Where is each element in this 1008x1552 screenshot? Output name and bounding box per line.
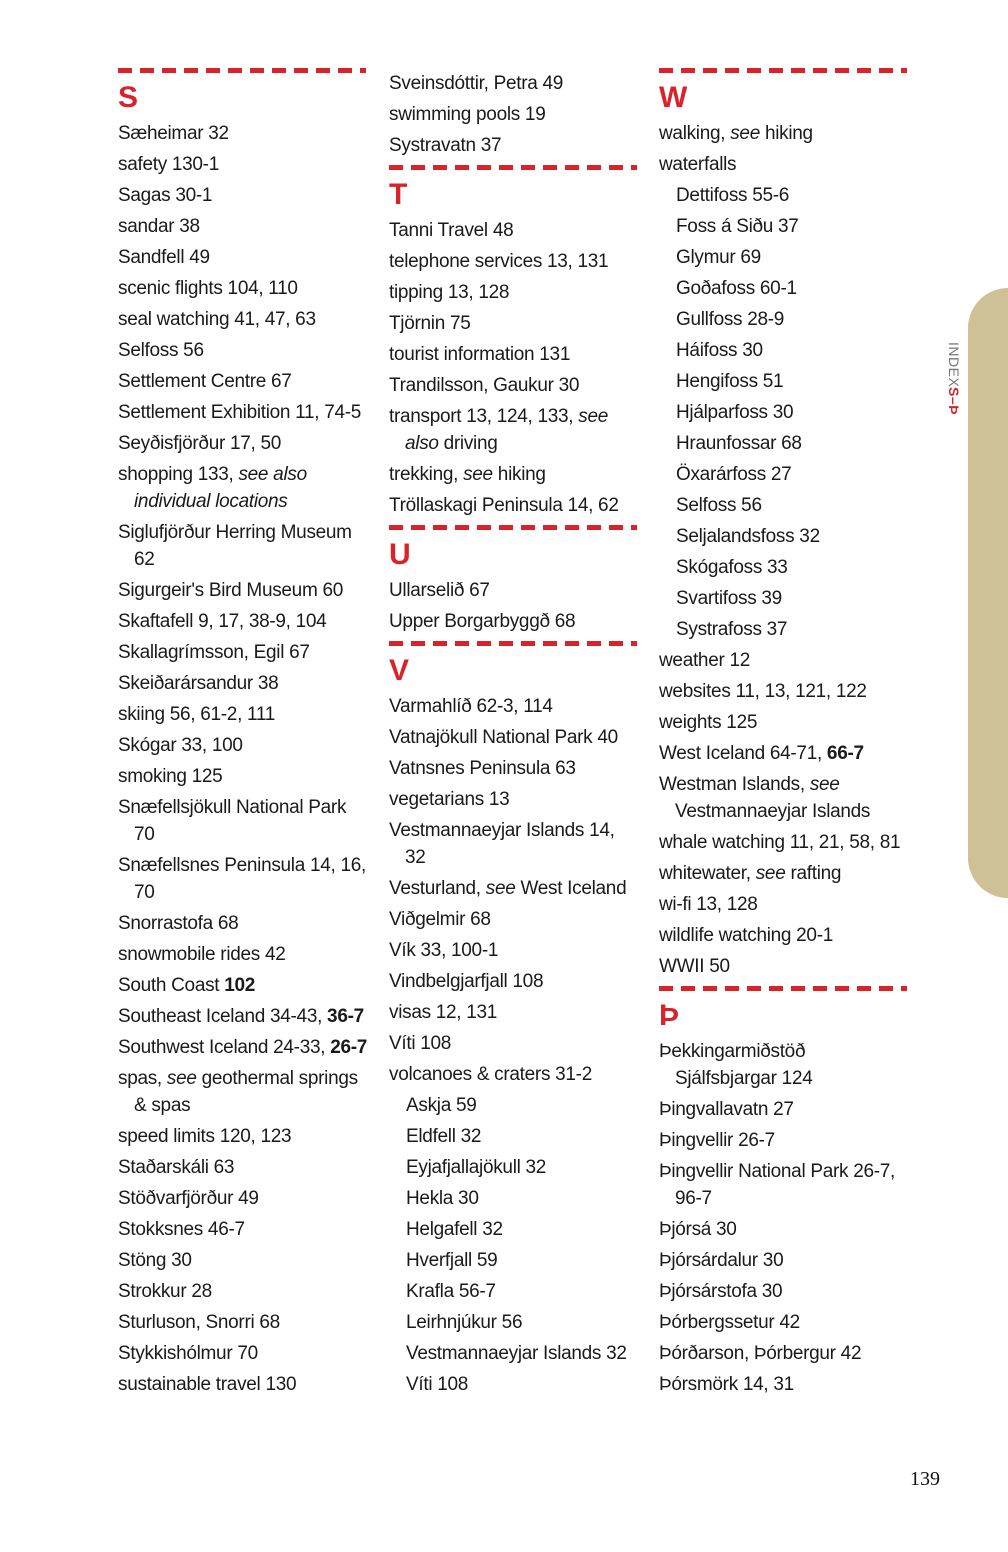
entry-text-part: trekking, [389, 464, 464, 485]
index-subentry: Hraunfossar 68 [676, 433, 802, 454]
index-subentry: Systrafoss 37 [676, 619, 788, 640]
section-letter: V [389, 654, 410, 687]
index-entry [389, 403, 639, 457]
index-entry: skiing 56, 61-2, 111 [118, 704, 276, 725]
index-subentry: Helgafell 32 [406, 1219, 503, 1240]
entry-text-part: 26-7 [330, 1037, 368, 1058]
entry-text-part: transport 13, 124, 133, [389, 406, 579, 427]
entry-text-part: whitewater, [659, 863, 756, 884]
index-subentry: Goðafoss 60-1 [676, 278, 797, 299]
index-entry: scenic flights 104, 110 [118, 278, 298, 299]
index-subentry: Foss á Siðu 37 [676, 216, 799, 237]
index-entry [118, 1003, 368, 1030]
entry-text-part: see [485, 878, 516, 899]
index-subentry: Eldfell 32 [406, 1126, 482, 1147]
index-entry: weights 125 [659, 712, 758, 733]
index-entry: Ullarselið 67 [389, 580, 490, 601]
entry-text-part: spas, [118, 1068, 167, 1089]
section-divider [389, 641, 637, 646]
index-subentry: Víti 108 [406, 1374, 469, 1395]
index-entry: weather 12 [659, 650, 751, 671]
section-divider [389, 525, 637, 530]
index-entry: Þórsmörk 14, 31 [659, 1374, 794, 1395]
entry-text-part: Southwest Iceland 24-33, [118, 1037, 331, 1058]
index-entry: sandar 38 [118, 216, 200, 237]
index-entry: tourist information 131 [389, 344, 571, 365]
entry-text-part: rafting [785, 863, 842, 884]
entry-text-part: West Iceland 64-71, [659, 743, 827, 764]
index-entry [389, 461, 639, 488]
entry-text-part: Vestmannaeyjar Islands [675, 801, 871, 822]
index-entry [659, 771, 909, 825]
index-column-3 [659, 62, 909, 1398]
index-entry: Þingvellir National Park 26-7, 96-7 [659, 1161, 896, 1209]
index-entry: Vatnajökull National Park 40 [389, 727, 618, 748]
index-entry: Vestmannaeyjar Islands 14, 32 [389, 820, 615, 868]
page-number: 139 [910, 1468, 940, 1490]
index-subentry: Gullfoss 28-9 [676, 309, 785, 330]
index-entry: Settlement Exhibition 11, 74-5 [118, 402, 362, 423]
index-entry: vegetarians 13 [389, 789, 510, 810]
section-letter: S [118, 81, 139, 114]
index-entry: Tjörnin 75 [389, 313, 471, 334]
index-entry: Snæfellsjökull National Park 70 [118, 797, 347, 845]
index-subentry: Selfoss 56 [676, 495, 762, 516]
index-entry: Viðgelmir 68 [389, 909, 491, 930]
index-subentry: Háifoss 30 [676, 340, 763, 361]
index-entry: Staðarskáli 63 [118, 1157, 235, 1178]
index-entry: Stykkishólmur 70 [118, 1343, 258, 1364]
index-entry: Selfoss 56 [118, 340, 204, 361]
entry-text-part: hiking [759, 123, 813, 144]
index-entry: Vík 33, 100-1 [389, 940, 499, 961]
index-entry: Vatnsnes Peninsula 63 [389, 758, 576, 779]
index-entry: speed limits 120, 123 [118, 1126, 292, 1147]
index-subentry: Vestmannaeyjar Islands 32 [406, 1343, 627, 1364]
section-letter: Þ [659, 999, 680, 1032]
index-subentry: Askja 59 [406, 1095, 477, 1116]
index-entry: Sturluson, Snorri 68 [118, 1312, 280, 1333]
index-entry: Snorrastofa 68 [118, 913, 239, 934]
index-entry: volcanoes & craters 31-2 [389, 1064, 592, 1085]
index-subentry: Öxarárfoss 27 [676, 464, 792, 485]
index-entry: Skallagrímsson, Egil 67 [118, 642, 310, 663]
entry-text-part: 66-7 [826, 743, 864, 764]
entry-text-part: driving [438, 433, 498, 454]
entry-text-part: see [166, 1068, 197, 1089]
index-entry: websites 11, 13, 121, 122 [659, 681, 867, 702]
index-entry: tipping 13, 128 [389, 282, 510, 303]
entry-text-part: Westman Islands, [659, 774, 810, 795]
index-entry: whale watching 11, 21, 58, 81 [659, 832, 901, 853]
entry-text-part: geothermal springs & spas [134, 1068, 358, 1116]
index-subentry: Glymur 69 [676, 247, 761, 268]
index-entry [118, 1065, 368, 1119]
entry-text-part: South Coast [118, 975, 225, 996]
index-entry: Stöng 30 [118, 1250, 192, 1271]
index-subentry: Dettifoss 55-6 [676, 185, 790, 206]
section-letter: W [659, 81, 688, 114]
index-entry: Tanni Travel 48 [389, 220, 514, 241]
index-entry: Snæfellsnes Peninsula 14, 16, 70 [118, 855, 366, 903]
section-divider [659, 68, 907, 73]
index-subentry: Leirhnjúkur 56 [406, 1312, 523, 1333]
index-entry [118, 972, 368, 999]
index-entry: Skeiðarársandur 38 [118, 673, 279, 694]
entry-text-part: see [730, 123, 760, 144]
index-entry: Stöðvarfjörður 49 [118, 1188, 259, 1209]
section-divider [118, 68, 366, 73]
index-entry: Þekkingarmiðstöð Sjálfsbjargar 124 [659, 1041, 813, 1089]
entry-text-part: 36-7 [327, 1006, 364, 1027]
index-subentry: Seljalandsfoss 32 [676, 526, 820, 547]
tab-range-label: S–Þ [946, 387, 962, 416]
index-entry: Þjórsá 30 [659, 1219, 737, 1240]
index-subentry: Hengifoss 51 [676, 371, 784, 392]
entry-text-part: walking, [659, 123, 731, 144]
entry-text-part: shopping 133, [118, 464, 239, 485]
index-entry: Sandfell 49 [118, 247, 210, 268]
section-letter: U [389, 538, 411, 571]
index-entry: Þingvallavatn 27 [659, 1099, 794, 1120]
index-entry: Strokkur 28 [118, 1281, 212, 1302]
index-entry [389, 875, 639, 902]
index-subentry: Hjálparfoss 30 [676, 402, 794, 423]
section-divider [659, 986, 907, 991]
index-entry: Tröllaskagi Peninsula 14, 62 [389, 495, 619, 516]
index-entry [659, 120, 909, 147]
entry-text-part: hiking [492, 464, 546, 485]
entry-text-part: 102 [224, 975, 256, 996]
section-tab-label [932, 342, 962, 442]
index-entry: wi-fi 13, 128 [659, 894, 758, 915]
index-entry: Sigurgeir's Bird Museum 60 [118, 580, 343, 601]
index-entry: Varmahlíð 62-3, 114 [389, 696, 553, 717]
index-entry: Þjórsárstofa 30 [659, 1281, 783, 1302]
entry-text-part: see [463, 464, 493, 485]
entry-text-part: see also [405, 406, 609, 454]
index-entry: Seyðisfjörður 17, 50 [118, 433, 281, 454]
index-entry [659, 740, 909, 767]
index-entry: seal watching 41, 47, 63 [118, 309, 316, 330]
index-entry: Siglufjörður Herring Museum 62 [118, 522, 352, 570]
index-entry: Þingvellir 26-7 [659, 1130, 775, 1151]
section-letter: T [389, 178, 408, 211]
index-entry: Sveinsdóttir, Petra 49 [389, 73, 564, 94]
index-subentry: Eyjafjallajökull 32 [406, 1157, 547, 1178]
index-entry: Þórðarson, Þórbergur 42 [659, 1343, 862, 1364]
entry-text-part: see [755, 863, 786, 884]
index-entry: Vindbelgjarfjall 108 [389, 971, 544, 992]
index-entry: Stokksnes 46-7 [118, 1219, 245, 1240]
entry-text-part: Southeast Iceland 34-43, [118, 1006, 328, 1027]
index-entry: Systravatn 37 [389, 135, 502, 156]
index-entry: Sagas 30-1 [118, 185, 213, 206]
index-entry: snowmobile rides 42 [118, 944, 286, 965]
index-entry: visas 12, 131 [389, 1002, 498, 1023]
index-entry: Skaftafell 9, 17, 38-9, 104 [118, 611, 327, 632]
index-entry: Upper Borgarbyggð 68 [389, 611, 576, 632]
index-entry [118, 1034, 368, 1061]
index-subentry: Svartifoss 39 [676, 588, 782, 609]
index-entry: Sæheimar 32 [118, 123, 229, 144]
index-column-2 [389, 66, 639, 1398]
index-entry: wildlife watching 20-1 [659, 925, 833, 946]
entry-text-part: see also [238, 464, 307, 485]
index-subentry: Krafla 56-7 [406, 1281, 496, 1302]
index-entry: swimming pools 19 [389, 104, 546, 125]
index-entry: telephone services 13, 131 [389, 251, 609, 272]
index-subentry: Hekla 30 [406, 1188, 479, 1209]
entry-text-part: see [809, 774, 840, 795]
index-entry [118, 461, 368, 515]
index-column-1 [118, 62, 368, 1398]
index-entry: sustainable travel 130 [118, 1374, 297, 1395]
index-entry: Trandilsson, Gaukur 30 [389, 375, 580, 396]
index-entry: Þjórsárdalur 30 [659, 1250, 784, 1271]
index-subentry: Hverfjall 59 [406, 1250, 498, 1271]
tab-index-label: INDEX [946, 342, 962, 388]
index-entry: Víti 108 [389, 1033, 452, 1054]
entry-text-part: individual locations [134, 491, 288, 512]
entry-text-part: Vesturland, [389, 878, 486, 899]
index-subentry: Skógafoss 33 [676, 557, 788, 578]
index-entry: smoking 125 [118, 766, 223, 787]
section-divider [389, 165, 637, 170]
index-entry: WWII 50 [659, 956, 730, 977]
index-entry: Settlement Centre 67 [118, 371, 292, 392]
index-entry: safety 130-1 [118, 154, 219, 175]
entry-text-part: West Iceland [515, 878, 627, 899]
index-entry [659, 860, 909, 887]
section-thumb-tab [968, 288, 1008, 898]
index-entry: Skógar 33, 100 [118, 735, 243, 756]
index-entry: waterfalls [659, 154, 737, 175]
index-entry: Þórbergssetur 42 [659, 1312, 800, 1333]
